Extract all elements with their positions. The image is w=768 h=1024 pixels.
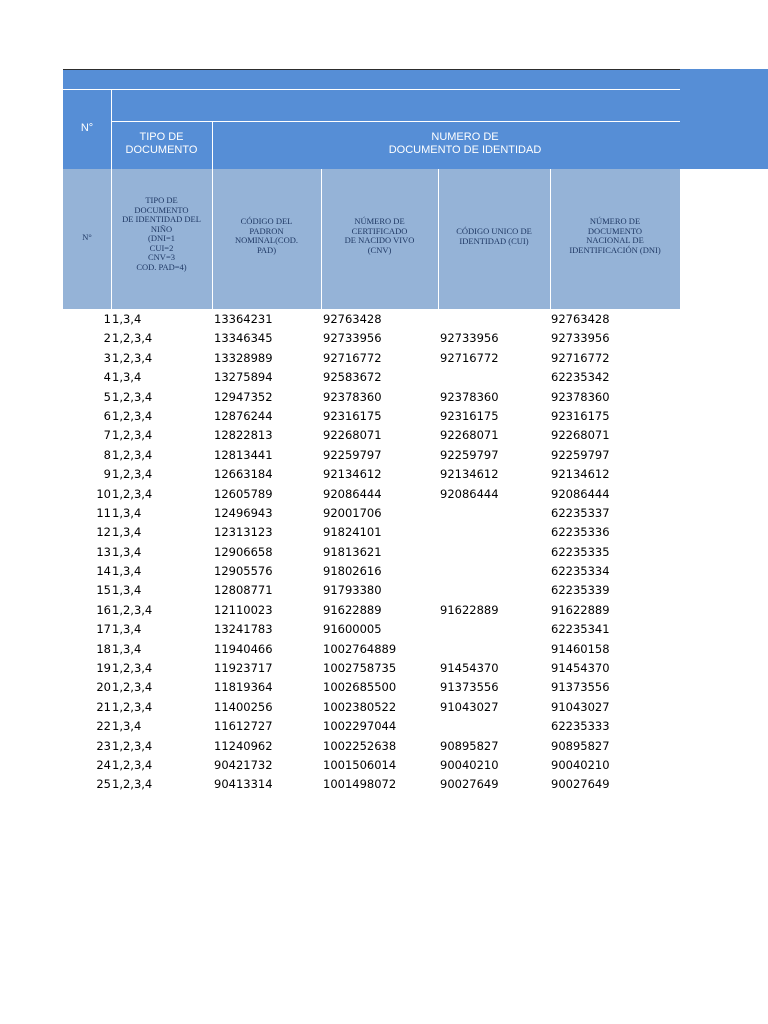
table-row	[63, 562, 680, 581]
cell-pad: 13364231	[214, 312, 273, 326]
header-divider-n	[111, 89, 112, 169]
cell-pad: 12663184	[214, 467, 273, 482]
table-row	[63, 446, 680, 465]
table-row	[63, 620, 680, 639]
cell-tipo: 1,2,3,4	[112, 699, 153, 714]
cell-n: 6	[103, 408, 111, 423]
cell-tipo: 1,2,3,4	[112, 447, 153, 462]
cell-dni: 90895827	[551, 738, 610, 753]
cell-n: 10	[96, 486, 111, 501]
table-row	[63, 465, 680, 484]
cell-n: 18	[96, 641, 111, 656]
cell-cnv: 92316175	[323, 408, 382, 423]
cell-pad: 13346345	[214, 331, 273, 346]
cell-pad: 13328989	[214, 350, 273, 365]
cell-tipo: 1,2,3,4	[112, 350, 153, 365]
cell-n: 7	[103, 428, 111, 443]
cell-tipo: 1,2,3,4	[112, 486, 153, 501]
cell-n: 25	[96, 777, 111, 792]
cell-pad: 11612727	[214, 719, 273, 734]
cell-pad: 90421732	[214, 757, 273, 772]
cell-dni: 92763428	[551, 312, 610, 326]
cell-dni: 62235336	[551, 525, 610, 540]
cell-n: 16	[96, 602, 111, 617]
cell-cui: 92268071	[440, 428, 499, 443]
cell-pad: 12813441	[214, 447, 273, 462]
table-row	[63, 640, 680, 659]
cell-cui: 90027649	[440, 777, 499, 792]
cell-dni: 92316175	[551, 408, 610, 423]
cell-cui: 92716772	[440, 350, 499, 365]
subheader-cui: CÓDIGO UNICO DE IDENTIDAD (CUI)	[456, 226, 532, 246]
subheader-cod-padron: CÓDIGO DEL PADRON NOMINAL(COD. PAD)	[234, 216, 299, 255]
cell-n: 3	[103, 350, 111, 365]
cell-tipo: 1,2,3,4	[112, 777, 153, 792]
cell-dni: 92733956	[551, 331, 610, 346]
cell-dni: 92134612	[551, 467, 610, 482]
cell-cnv: 92763428	[323, 312, 382, 326]
cell-n: 2	[103, 331, 111, 346]
cell-pad: 11819364	[214, 680, 273, 695]
subheader-dni: NÚMERO DE DOCUMENTO NACIONAL DE IDENTIFICACIÓN (DNI)	[569, 216, 661, 255]
cell-pad: 12947352	[214, 389, 273, 404]
cell-dni: 90027649	[551, 777, 610, 792]
cell-n: 19	[96, 661, 111, 676]
header-tipo-documento: TIPO DE DOCUMENTO	[125, 131, 198, 156]
cell-n: 9	[103, 467, 111, 482]
cell-tipo: 1,2,3,4	[112, 331, 153, 346]
cell-tipo: 1,2,3,4	[112, 389, 153, 404]
cell-tipo: 1,3,4	[112, 370, 142, 385]
cell-dni: 92086444	[551, 486, 610, 501]
cell-cnv: 1001498072	[323, 777, 397, 792]
cell-dni: 91043027	[551, 699, 610, 714]
cell-dni: 62235342	[551, 370, 610, 385]
cell-cnv: 92134612	[323, 467, 382, 482]
cell-n: 15	[96, 583, 111, 598]
cell-dni: 62235333	[551, 719, 610, 734]
cell-cnv: 92086444	[323, 486, 382, 501]
cell-cnv: 91824101	[323, 525, 382, 540]
cell-cnv: 91622889	[323, 602, 382, 617]
cell-cnv: 92001706	[323, 505, 382, 520]
cell-cnv: 1002380522	[323, 699, 397, 714]
cell-dni: 92268071	[551, 428, 610, 443]
table-row	[63, 581, 680, 600]
subheader-n: N°	[82, 232, 92, 242]
cell-n: 1	[103, 312, 111, 326]
cell-n: 14	[96, 564, 111, 579]
cell-cnv: 91600005	[323, 622, 382, 637]
cell-cnv: 92583672	[323, 370, 382, 385]
cell-dni: 62235339	[551, 583, 610, 598]
header-numero-documento: NUMERO DE DOCUMENTO DE IDENTIDAD	[388, 131, 542, 156]
table-row	[63, 426, 680, 445]
cell-pad: 12808771	[214, 583, 273, 598]
cell-tipo: 1,3,4	[112, 525, 142, 540]
cell-pad: 11940466	[214, 641, 273, 656]
cell-cnv: 92268071	[323, 428, 382, 443]
cell-tipo: 1,2,3,4	[112, 757, 153, 772]
cell-n: 4	[103, 370, 111, 385]
table-row	[63, 388, 680, 407]
cell-cnv: 1001506014	[323, 757, 397, 772]
cell-pad: 11240962	[214, 738, 273, 753]
cell-cnv: 91793380	[323, 583, 382, 598]
cell-pad: 12876244	[214, 408, 273, 423]
cell-cnv: 1002764889	[323, 641, 397, 656]
cell-cnv: 91813621	[323, 544, 382, 559]
cell-dni: 91373556	[551, 680, 610, 695]
cell-n: 11	[96, 505, 111, 520]
cell-cnv: 1002297044	[323, 719, 397, 734]
cell-dni: 62235341	[551, 622, 610, 637]
cell-cui: 92733956	[440, 331, 499, 346]
cell-tipo: 1,3,4	[112, 564, 142, 579]
cell-tipo: 1,3,4	[112, 544, 142, 559]
cell-tipo: 1,2,3,4	[112, 408, 153, 423]
cell-n: 20	[96, 680, 111, 695]
cell-tipo: 1,2,3,4	[112, 602, 153, 617]
cell-cnv: 91802616	[323, 564, 382, 579]
cell-cui: 91043027	[440, 699, 499, 714]
cell-cui: 91454370	[440, 661, 499, 676]
cell-cnv: 92733956	[323, 331, 382, 346]
cell-dni: 91622889	[551, 602, 610, 617]
cell-dni: 90040210	[551, 757, 610, 772]
table-row	[63, 407, 680, 426]
cell-cui: 92134612	[440, 467, 499, 482]
cell-cnv: 92259797	[323, 447, 382, 462]
cell-pad: 13241783	[214, 622, 273, 637]
cell-n: 12	[96, 525, 111, 540]
subheader-tipo: TIPO DE DOCUMENTO DE IDENTIDAD DEL NIÑO (DNI=1 CUI=2 CNV=3 COD. PAD=4)	[122, 195, 201, 272]
cell-dni: 62235335	[551, 544, 610, 559]
cell-n: 5	[103, 389, 111, 404]
cell-pad: 11400256	[214, 699, 273, 714]
header-rule-top	[63, 69, 680, 70]
cell-pad: 11923717	[214, 661, 273, 676]
cell-n: 24	[96, 757, 111, 772]
header-rule-1	[63, 89, 680, 90]
cell-tipo: 1,3,4	[112, 583, 142, 598]
cell-pad: 12906658	[214, 544, 273, 559]
header-n-label: N°	[80, 122, 94, 134]
table-row	[63, 737, 680, 756]
cell-cnv: 1002252638	[323, 738, 397, 753]
cell-cui: 90895827	[440, 738, 499, 753]
cell-pad: 12313123	[214, 525, 273, 540]
table-row	[63, 775, 680, 794]
cell-n: 8	[103, 447, 111, 462]
cell-cui: 92259797	[440, 447, 499, 462]
cell-cnv: 92716772	[323, 350, 382, 365]
cell-dni: 62235334	[551, 564, 610, 579]
table-row	[63, 601, 680, 620]
header-rule-2	[111, 121, 680, 122]
data-table-body	[63, 310, 680, 795]
cell-n: 17	[96, 622, 111, 637]
cell-n: 13	[96, 544, 111, 559]
table-row	[63, 543, 680, 562]
cell-dni: 62235337	[551, 505, 610, 520]
cell-cnv: 1002758735	[323, 661, 397, 676]
cell-dni: 91454370	[551, 661, 610, 676]
cell-dni: 91460158	[551, 641, 610, 656]
table-row	[63, 659, 680, 678]
cell-n: 23	[96, 738, 111, 753]
cell-cui: 92316175	[440, 408, 499, 423]
cell-cui: 91622889	[440, 602, 499, 617]
cell-tipo: 1,3,4	[112, 312, 142, 326]
table-row	[63, 329, 680, 348]
cell-tipo: 1,2,3,4	[112, 738, 153, 753]
cell-dni: 92259797	[551, 447, 610, 462]
cell-cui: 92086444	[440, 486, 499, 501]
table-row	[63, 756, 680, 775]
table-row	[63, 485, 680, 504]
cell-cnv: 1002685500	[323, 680, 397, 695]
table-row	[63, 523, 680, 542]
cell-tipo: 1,3,4	[112, 719, 142, 734]
cell-tipo: 1,3,4	[112, 505, 142, 520]
cell-cui: 90040210	[440, 757, 499, 772]
cell-tipo: 1,2,3,4	[112, 661, 153, 676]
cell-pad: 12905576	[214, 564, 273, 579]
cell-pad: 12605789	[214, 486, 273, 501]
cell-tipo: 1,2,3,4	[112, 680, 153, 695]
cell-tipo: 1,2,3,4	[112, 428, 153, 443]
cell-dni: 92716772	[551, 350, 610, 365]
cell-tipo: 1,3,4	[112, 622, 142, 637]
cell-n: 22	[96, 719, 111, 734]
cell-pad: 12496943	[214, 505, 273, 520]
table-row	[63, 504, 680, 523]
cell-cui: 91373556	[440, 680, 499, 695]
table-row	[63, 310, 680, 329]
cell-pad: 12822813	[214, 428, 273, 443]
table-row	[63, 368, 680, 387]
table-row	[63, 349, 680, 368]
cell-dni: 92378360	[551, 389, 610, 404]
cell-tipo: 1,3,4	[112, 641, 142, 656]
cell-pad: 90413314	[214, 777, 273, 792]
subheader-cnv: NÚMERO DE CERTIFICADO DE NACIDO VIVO (CNV)	[344, 216, 415, 255]
cell-cui: 92378360	[440, 389, 499, 404]
cell-n: 21	[96, 699, 111, 714]
cell-cnv: 92378360	[323, 389, 382, 404]
cell-tipo: 1,2,3,4	[112, 467, 153, 482]
cell-pad: 13275894	[214, 370, 273, 385]
table-row	[63, 698, 680, 717]
table-row	[63, 717, 680, 736]
table-row	[63, 678, 680, 697]
cell-pad: 12110023	[214, 602, 273, 617]
